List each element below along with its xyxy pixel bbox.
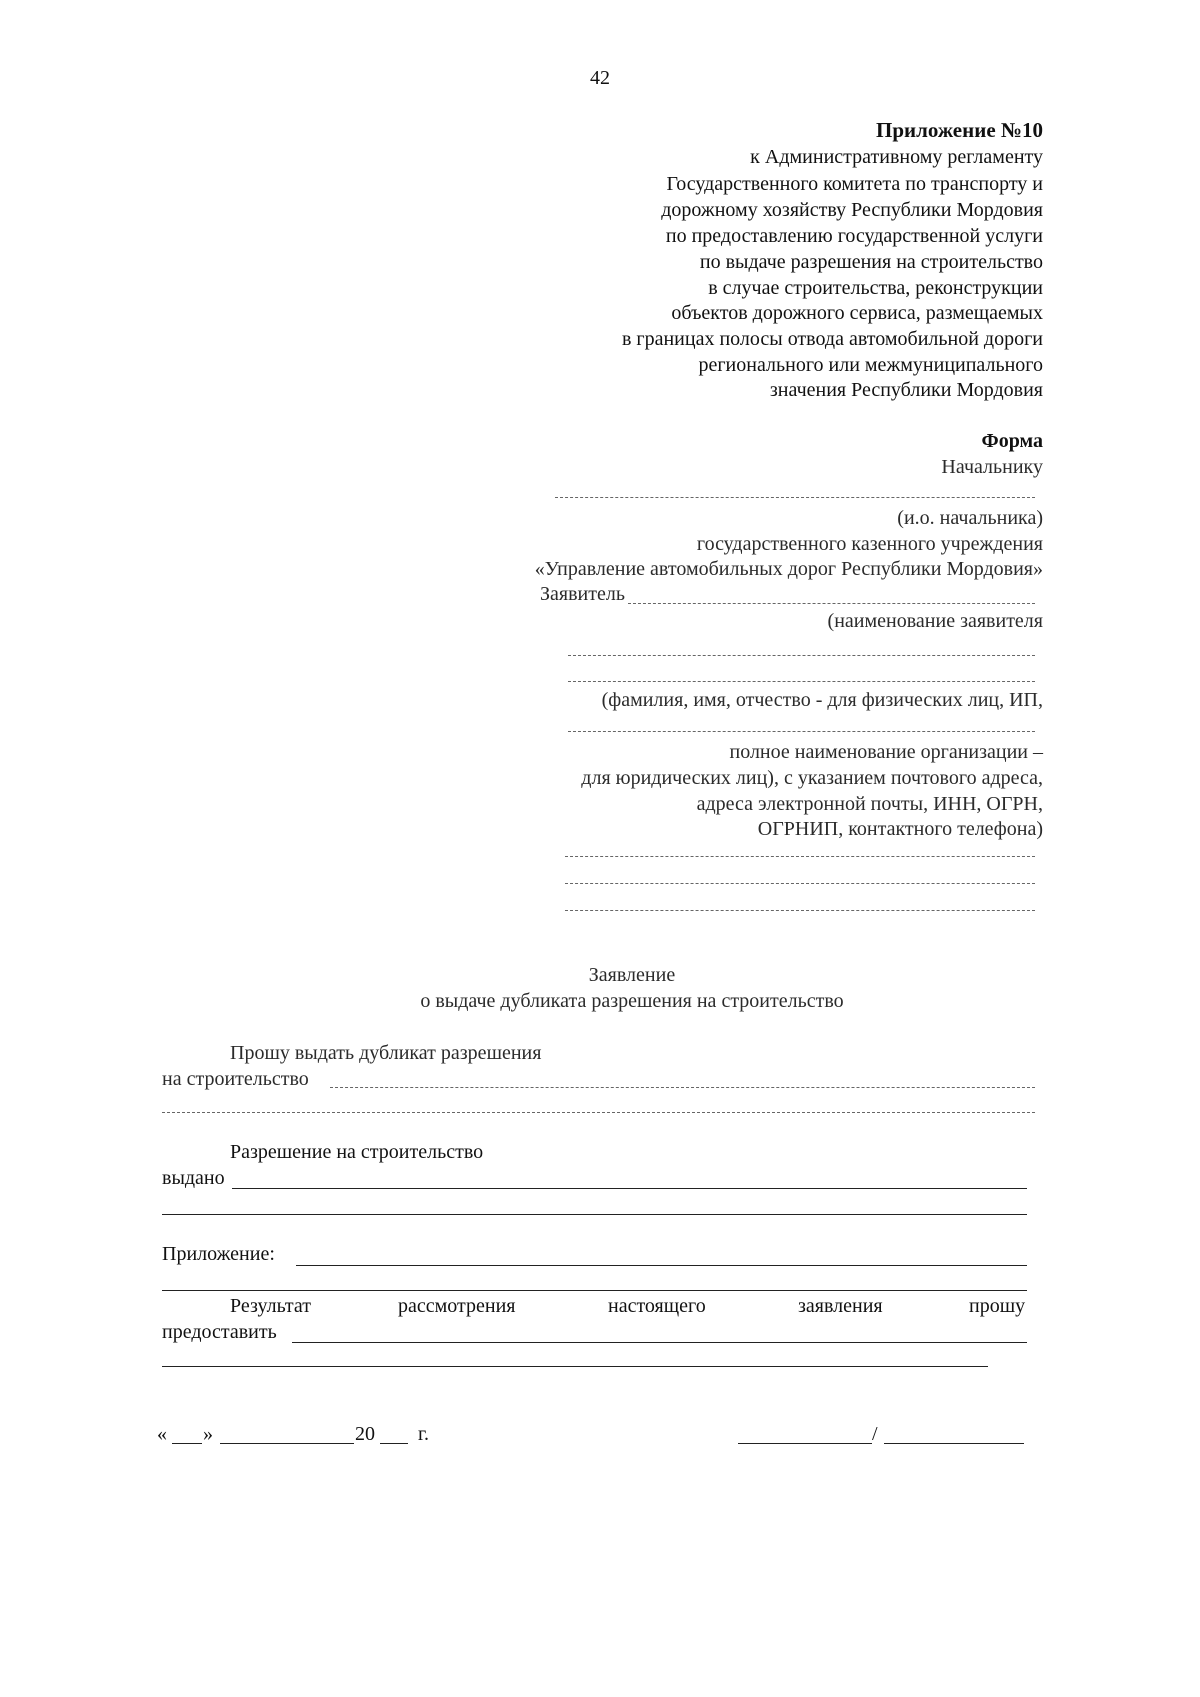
addressee-org-line: «Управление автомобильных дорог Республики Мордовия» <box>534 558 1043 580</box>
appendix-title: Приложение №10 <box>875 118 1043 142</box>
provide-field-line[interactable] <box>162 1366 988 1367</box>
year-suffix: г. <box>418 1423 429 1445</box>
addressee-hint: (и.о. начальника) <box>897 507 1043 529</box>
appendix-line: значения Республики Мордовия <box>769 379 1043 401</box>
appendix-line: Государственного комитета по транспорту и <box>666 173 1043 195</box>
addressee-name-line[interactable] <box>555 497 1035 498</box>
applicant-line[interactable] <box>568 655 1035 656</box>
year-prefix: 20 <box>355 1423 375 1445</box>
applicant-line[interactable] <box>568 731 1035 732</box>
page-number: 42 <box>590 67 610 89</box>
issued-field-line[interactable] <box>232 1188 1027 1189</box>
result-word: настоящего <box>608 1295 706 1317</box>
appendix-line: дорожному хозяйству Республики Мордовия <box>661 199 1043 221</box>
form-label: Форма <box>981 430 1043 452</box>
applicant-line[interactable] <box>568 681 1035 682</box>
org-hint-line: ОГРНИП, контактного телефона) <box>757 818 1043 840</box>
request-field-line[interactable] <box>162 1112 1035 1113</box>
statement-title: Заявление <box>588 964 676 986</box>
applicant-line[interactable] <box>565 883 1035 884</box>
date-year-line[interactable] <box>380 1443 408 1444</box>
date-open-quote: « <box>157 1423 167 1445</box>
result-word: заявления <box>798 1295 883 1317</box>
statement-subtitle: о выдаче дубликата разрешения на строительство <box>420 990 844 1012</box>
org-hint-line: для юридических лиц), с указанием почтового адреса, <box>581 767 1043 789</box>
attachment-label: Приложение: <box>162 1243 275 1265</box>
issued-field-line[interactable] <box>162 1214 1027 1215</box>
request-line: Прошу выдать дубликат разрешения <box>230 1042 542 1064</box>
issued-line: выдано <box>162 1167 225 1189</box>
appendix-line: регионального или межмуниципального <box>698 354 1043 376</box>
applicant-hint: (наименование заявителя <box>827 610 1043 632</box>
request-field-line[interactable] <box>330 1087 1035 1088</box>
addressee-to: Начальнику <box>941 456 1043 478</box>
signature-separator: / <box>872 1423 878 1445</box>
org-hint-line: полное наименование организации – <box>729 741 1043 763</box>
addressee-org-line: государственного казенного учреждения <box>696 533 1043 555</box>
result-word: рассмотрения <box>398 1295 516 1317</box>
request-line: на строительство <box>162 1068 309 1090</box>
applicant-label: Заявитель <box>540 583 625 605</box>
issued-line: Разрешение на строительство <box>230 1141 484 1163</box>
provide-field-line[interactable] <box>292 1342 1027 1343</box>
result-word: Результат <box>230 1295 312 1317</box>
appendix-line: объектов дорожного сервиса, размещаемых <box>671 302 1043 324</box>
signature-name-line[interactable] <box>884 1443 1024 1444</box>
date-month-line[interactable] <box>220 1443 354 1444</box>
attachment-field-line[interactable] <box>296 1265 1027 1266</box>
appendix-line: по предоставлению государственной услуги <box>665 225 1043 247</box>
appendix-line: по выдаче разрешения на строительство <box>699 251 1043 273</box>
appendix-line: к Административному регламенту <box>750 146 1043 168</box>
org-hint-line: адреса электронной почты, ИНН, ОГРН, <box>696 793 1043 815</box>
result-word: прошу <box>969 1295 1026 1317</box>
date-day-line[interactable] <box>172 1443 202 1444</box>
appendix-line: в границах полосы отвода автомобильной дороги <box>621 328 1043 350</box>
date-close-quote: » <box>203 1423 213 1445</box>
attachment-field-line[interactable] <box>162 1290 1027 1291</box>
applicant-line[interactable] <box>565 910 1035 911</box>
person-hint: (фамилия, имя, отчество - для физических лиц, ИП, <box>601 689 1043 711</box>
applicant-line[interactable] <box>565 856 1035 857</box>
applicant-line[interactable] <box>628 603 1035 604</box>
signature-line[interactable] <box>738 1443 872 1444</box>
provide-label: предоставить <box>162 1321 277 1343</box>
appendix-line: в случае строительства, реконструкции <box>708 277 1043 299</box>
